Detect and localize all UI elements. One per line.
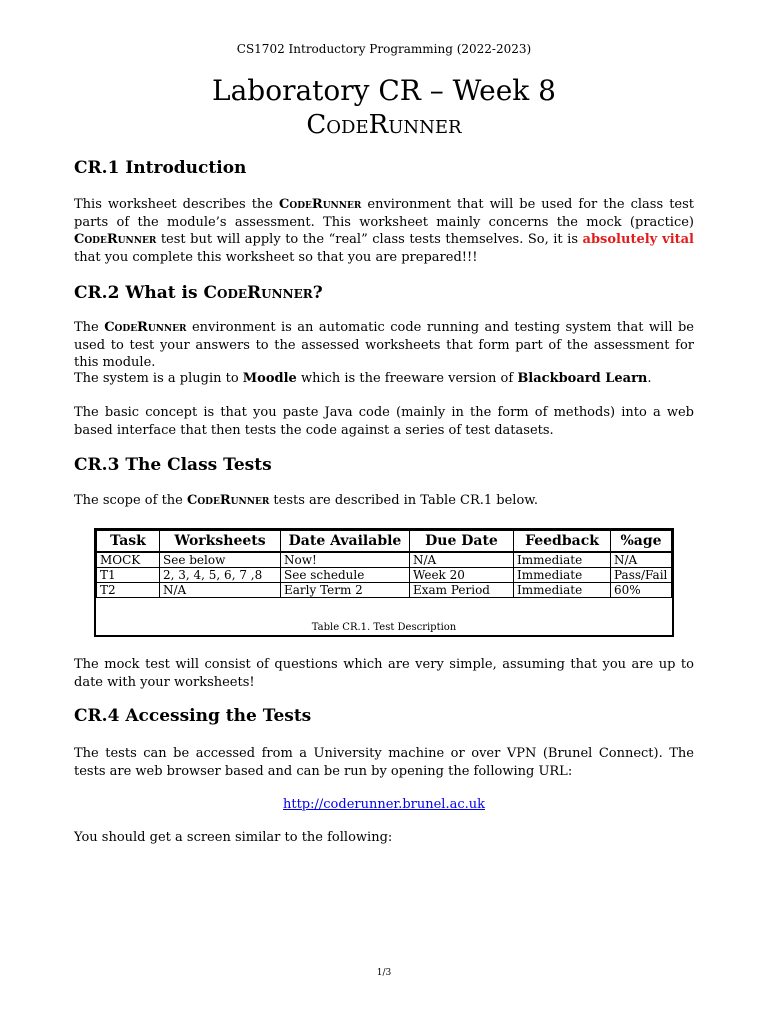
table-cell: See schedule: [281, 568, 410, 583]
table-cell: Now!: [281, 552, 410, 568]
column-header: Worksheets: [160, 531, 281, 553]
table-header-row: [97, 531, 672, 553]
table-cell: Immediate: [514, 552, 611, 568]
class-tests-paragraph: The scope of the CodeRunner tests are described in Table CR.1 below.: [74, 493, 539, 508]
table-cell: See below: [160, 552, 281, 568]
table-row: [97, 568, 672, 583]
table-cell: N/A: [160, 583, 281, 598]
coderunner-term: CodeRunner: [187, 493, 270, 508]
page-title: Laboratory CR – Week 8: [212, 74, 556, 107]
screen-paragraph: You should get a screen similar to the following:: [74, 830, 393, 845]
course-header: CS1702 Introductory Programming (2022-2023): [236, 42, 532, 56]
page-number: 1/3: [376, 968, 392, 978]
coderunner-url-link[interactable]: http://coderunner.brunel.ac.uk: [282, 797, 486, 812]
table-cell: 60%: [611, 583, 672, 598]
column-header: %age: [611, 531, 672, 553]
table-cell: Week 20: [410, 568, 514, 583]
intro-paragraph: This worksheet describes the CodeRunner environment that will be used for the class test parts of the module’s assessment. This worksheet mainly concerns the mock (practice) CodeRunner test but will apply to the “real” class tests themselves. So, it is absolutely vital that you complete this worksheet so that you are prepared!!!: [74, 197, 695, 265]
table-cell: T1: [97, 568, 160, 583]
coderunner-term: CodeRunner: [279, 197, 362, 212]
what-is-paragraph-1: The CodeRunner environment is an automatic code running and testing system that will be used to test your answers to the assessed worksheets that form part of the assessment for this module.: [74, 320, 694, 370]
column-header: Due Date: [410, 531, 514, 553]
table-cell: 2, 3, 4, 5, 6, 7 ,8: [160, 568, 281, 583]
accessing-paragraph: The tests can be accessed from a University machine or over VPN (Brunel Connect). The tests are web browser based and can be run by opening the following URL:: [74, 746, 694, 779]
table-cell: Immediate: [514, 583, 611, 598]
table-cell: Pass/Fail: [611, 568, 672, 583]
table-cell: MOCK: [97, 552, 160, 568]
coderunner-term: CodeRunner: [74, 232, 157, 247]
table-cell: Immediate: [514, 568, 611, 583]
what-is-paragraph-2: The system is a plugin to Moodle which is the freeware version of Blackboard Learn.: [74, 371, 652, 386]
section-heading-introduction: CR.1 Introduction: [74, 158, 247, 178]
test-description-table: [94, 528, 674, 637]
column-header: Date Available: [281, 531, 410, 553]
table-cell: N/A: [611, 552, 672, 568]
mock-test-paragraph: The mock test will consist of questions which are very simple, assuming that you are up to date with your worksheets!: [74, 657, 694, 690]
column-header: Task: [97, 531, 160, 553]
table-row: [97, 583, 672, 598]
page-subtitle: CodeRunner: [306, 110, 462, 140]
section-heading-what-is: CR.2 What is CodeRunner?: [74, 283, 323, 303]
table-caption: Table CR.1. Test Description: [311, 622, 457, 633]
table-cell: Early Term 2: [281, 583, 410, 598]
table-row: [97, 552, 672, 568]
table-cell: N/A: [410, 552, 514, 568]
url-line: [74, 796, 694, 814]
table-cell: Exam Period: [410, 583, 514, 598]
emphasis-text: absolutely vital: [582, 232, 694, 247]
what-is-paragraph-3: The basic concept is that you paste Java code (mainly in the form of methods) into a web based interface that then tests the code against a series of test datasets.: [74, 405, 694, 438]
section-heading-accessing: CR.4 Accessing the Tests: [74, 706, 312, 726]
coderunner-term: CodeRunner: [104, 320, 187, 335]
section-heading-class-tests: CR.3 The Class Tests: [74, 455, 272, 475]
column-header: Feedback: [514, 531, 611, 553]
table-cell: T2: [97, 583, 160, 598]
